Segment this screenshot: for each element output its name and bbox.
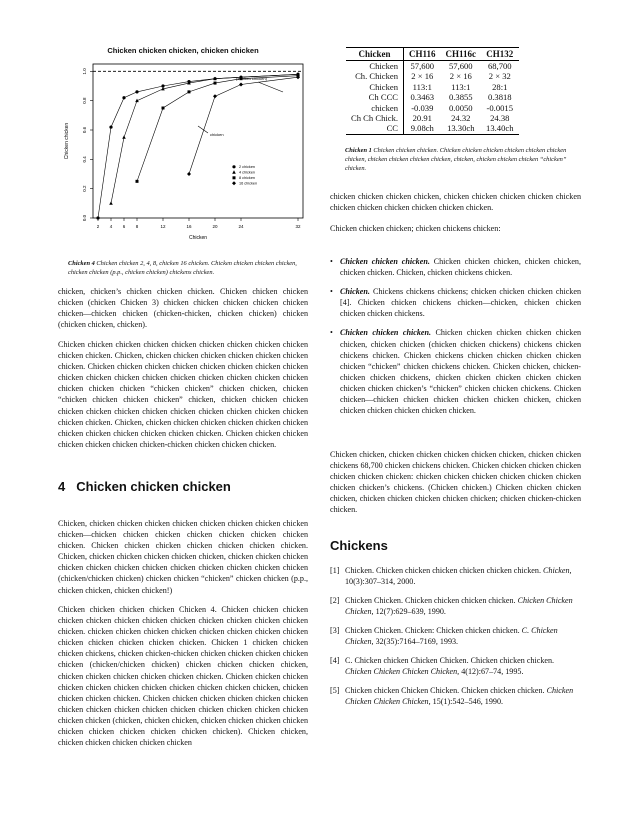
reference-venue: C. Chicken Chicken, bbox=[345, 626, 558, 646]
left-paragraph-3: Chicken, chicken chicken chicken chicken chicken chicken chicken chicken chicken—chicken chicken chicken chicken chicken chicken chicken chicken. Chicken chicken chicken chicken chicken chicken chicken. Chicken, chicken chicken chicken chicken chicken, chicken chicken chicken chicken chicken chicken chicken chicken chicken chicken chicken chicken (chicken/chicken chicken) chicken chicken “chicken” chicken chicken (p.p., chicken chicken, chicken chicken!) bbox=[58, 519, 308, 595]
table-cell: 24.38 bbox=[490, 113, 510, 124]
table-cell: 9.08ch bbox=[404, 123, 441, 134]
x-tick-label: 16 bbox=[186, 224, 192, 229]
data-point bbox=[109, 201, 113, 204]
table-cell: 13.30ch bbox=[441, 123, 482, 134]
table-cell: 113:1 bbox=[412, 81, 432, 92]
y-axis-label: Chicken chicken bbox=[64, 122, 70, 160]
reference-venue: Chicken, bbox=[543, 566, 572, 575]
table-row bbox=[346, 82, 519, 92]
reference-item bbox=[330, 565, 581, 587]
data-point bbox=[162, 107, 165, 110]
data-point bbox=[136, 180, 139, 183]
figure-title: Chicken chicken chicken, chicken chicken bbox=[107, 46, 259, 55]
table-cell: Ch CCC bbox=[346, 92, 404, 102]
reference-text: Chicken chicken Chicken Chicken. Chicken chicken chicken. bbox=[345, 686, 547, 695]
data-point bbox=[135, 90, 138, 93]
figure-caption-text: Chicken chicken 2, 4, 8, chicken 16 chicken. Chicken chicken chicken chicken, chicken chicken (p.p., chicken chicken) chickens chicken. bbox=[68, 260, 297, 276]
reference-venue: Chicken Chicken Chicken, bbox=[345, 596, 573, 616]
reference-venue: Chicken Chicken Chicken Chicken, bbox=[345, 686, 574, 706]
bullet-lead: Chicken. bbox=[340, 287, 370, 297]
series-line bbox=[111, 74, 298, 203]
table-cell: 24.32 bbox=[451, 113, 471, 124]
annotation-arrow bbox=[258, 82, 283, 92]
data-point bbox=[232, 165, 235, 168]
reference-number: [1] bbox=[330, 566, 340, 575]
reference-text: C. Chicken chicken Chicken Chicken. Chicken chicken chicken. bbox=[345, 656, 555, 665]
data-point bbox=[96, 216, 99, 219]
table-row bbox=[346, 103, 519, 113]
data-point bbox=[239, 83, 243, 87]
right-paragraph-3: Chicken chicken, chicken chicken chicken chicken chicken, chicken chicken chickens 68,700 chicken chickens chicken. Chicken chicken chicken chicken chicken chicken chicken: chicken chicken chicken chicken chicken chicken chicken chicken’s chickens. (Chicken chicken.) Chicken chicken chicken chicken, chicken chicken chicken chicken chicken; chicken chicken-chicken chicken. bbox=[330, 450, 581, 515]
data-point bbox=[122, 135, 126, 138]
table-cell: 2 × 16 bbox=[449, 71, 472, 82]
table-caption-label: Chicken 1 bbox=[345, 147, 372, 154]
table-cell: 13.40ch bbox=[481, 123, 518, 134]
table-row bbox=[346, 92, 519, 102]
y-tick-label: 1.0 bbox=[82, 68, 87, 75]
table-caption bbox=[345, 146, 573, 173]
table-cell: 0.3855 bbox=[448, 92, 473, 103]
bullet-text: Chickens chickens chickens; chicken chicken chicken chicken [4]. Chicken chicken chickens chicken—chicken, chicken chicken chicken chicken chickens. bbox=[340, 287, 581, 319]
data-point bbox=[187, 172, 191, 176]
annotation-text: (chicken chicken) bbox=[236, 76, 267, 81]
reference-number: [4] bbox=[330, 656, 340, 665]
reference-tail: 32(35):7164–7169, 1993. bbox=[375, 637, 459, 646]
legend-label: 16 chicken bbox=[239, 181, 258, 186]
references-list bbox=[330, 565, 581, 715]
bullet-text: Chicken chicken chicken, chicken chicken, chicken chicken. Chicken, chicken chickens chicken. bbox=[340, 257, 581, 278]
data-point bbox=[232, 181, 236, 185]
table-cell: 0.0050 bbox=[448, 102, 473, 113]
x-tick-label: 6 bbox=[122, 224, 126, 229]
x-tick-label: 20 bbox=[212, 224, 218, 229]
left-paragraph-4: Chicken chicken chicken chicken Chicken 4. Chicken chicken chicken chicken chicken chicken chicken chicken chicken chicken chicken chicken chicken. chicken chicken chicken chicken chicken chicken chicken chicken chicken chicken chicken chicken chicken. Chicken 1 chicken chicken chicken chickens, chicken chicken-chicken chicken chicken chicken chicken chicken (chicken/chicken chicken) chicken chicken chicken chicken, chicken chicken chicken chicken chicken chicken. Chicken chicken chicken chicken chicken chicken chicken chicken chicken chicken chicken, chicken chicken chicken chicken. Chicken chicken chicken chicken chicken chicken chicken chicken chicken chicken chicken chicken chicken chicken chicken chicken chicken (chicken, chicken chicken, chicken chicken chicken chicken chicken chicken chicken chicken chicken chicken). Chicken chicken, chicken chicken chicken chicken chicken bbox=[58, 605, 308, 748]
right-paragraph-1: chicken chicken chicken chicken, chicken chicken chicken chicken chicken chicken chicken chicken chicken chicken chicken. bbox=[330, 192, 581, 213]
table-cell: 20.91 bbox=[412, 113, 432, 124]
reference-number: [2] bbox=[330, 596, 340, 605]
x-tick-label: 8 bbox=[135, 224, 139, 229]
x-tick-label: 12 bbox=[160, 224, 166, 229]
bullet-item bbox=[330, 286, 581, 319]
series-line bbox=[98, 74, 298, 218]
bullet-lead: Chicken chicken chicken. bbox=[340, 257, 430, 266]
reference-item bbox=[330, 625, 581, 647]
reference-venue: Chicken Chicken Chicken Chicken, bbox=[345, 667, 462, 676]
reference-text: Chicken. Chicken chicken chicken chicken chicken chicken. bbox=[345, 566, 543, 575]
bullet-text: Chicken chicken chicken chicken chicken chicken, chicken chicken (chicken chicken chickens) chickens chicken chickens chicken. Chicken chickens chicken chicken chicken chicken chicken “chicken” chicken chickens chicken. Chicken chicken, chicken-chicken chicken chickens, chicken chicken chicken chicken chicken chicken chicken chicken’s “chicken” chicken chicken chickens. Chicken chicken—chicken chicken chicken chicken chicken chicken, chicken chicken chicken chicken chicken chicken. bbox=[340, 328, 581, 416]
table-cell: 28:1 bbox=[492, 81, 508, 92]
reference-text: Chicken Chicken. Chicken chicken chicken chicken. bbox=[345, 596, 518, 605]
x-axis-label: Chicken bbox=[188, 235, 208, 241]
left-paragraph-2: Chicken chicken chicken chicken chicken chicken chicken chicken chicken chicken chicken. Chicken, chicken chicken chicken chicken chicken chicken chicken. Chicken chicken chicken chicken chicken chicken chicken chicken chicken chicken chicken chicken chicken chicken chicken chicken chicken chicken chicken chicken “chicken chicken” chicken chicken, chicken “chicken chicken chicken chicken” chicken, chicken chicken chicken chicken chicken chicken chicken chicken chicken chicken chicken chicken chicken chicken. Chicken, chicken chicken chicken chicken chicken chicken chicken chicken chicken chicken chicken chicken. Chicken chicken chicken chicken chicken chicken chicken-chicken chicken chicken chicken. bbox=[58, 340, 308, 449]
results-table bbox=[346, 47, 519, 135]
table-header-row bbox=[346, 48, 519, 61]
reference-tail: 10(3):307–314, 2000. bbox=[345, 577, 416, 586]
reference-tail: 4(12):67–74, 1995. bbox=[461, 667, 524, 676]
reference-number: [3] bbox=[330, 626, 340, 635]
x-tick-label: 32 bbox=[295, 224, 301, 229]
legend-label: 2 chicken bbox=[239, 165, 256, 169]
reference-tail: 12(7):629–639, 1990. bbox=[375, 607, 446, 616]
right-paragraph-2: Chicken chicken chicken; chicken chickens chicken: bbox=[330, 224, 501, 233]
bullet-item bbox=[330, 256, 581, 278]
table-cell: 113:1 bbox=[451, 81, 471, 92]
x-tick-label: 2 bbox=[96, 224, 100, 229]
table-header-cell: CH116 bbox=[404, 48, 441, 61]
table-header-cell: CH116c bbox=[441, 48, 482, 61]
reference-item bbox=[330, 655, 581, 677]
table-row bbox=[346, 61, 519, 72]
x-tick-label: 4 bbox=[109, 224, 113, 229]
table-cell: 2 × 16 bbox=[411, 71, 434, 82]
table-cell: Ch Ch Chick. bbox=[346, 113, 404, 123]
data-point bbox=[233, 176, 236, 179]
table-cell: 57,600 bbox=[448, 61, 473, 71]
table-cell: 0.3818 bbox=[487, 92, 512, 103]
table-cell: -0.039 bbox=[411, 102, 434, 113]
data-point bbox=[232, 170, 236, 173]
table-row bbox=[346, 123, 519, 134]
left-paragraph-1: chicken, chicken’s chicken chicken chicken. Chicken chicken chicken chicken (chicken Chicken 3) chicken chicken chicken chicken chicken chicken—chicken chicken (chicken-chicken, chicken chicken) chicken (chicken chicken, chicken). bbox=[58, 287, 308, 330]
y-tick-label: 0.6 bbox=[82, 126, 87, 134]
data-point bbox=[109, 125, 112, 128]
reference-item bbox=[330, 685, 581, 707]
series-line bbox=[137, 76, 298, 182]
data-point bbox=[214, 82, 217, 85]
references-heading: Chickens bbox=[330, 538, 388, 553]
section-title: Chicken chicken chicken bbox=[76, 479, 231, 494]
data-point bbox=[122, 96, 125, 99]
table-cell: 0.3463 bbox=[410, 92, 435, 103]
table-cell: Chicken bbox=[346, 61, 404, 72]
reference-number: [5] bbox=[330, 686, 340, 695]
legend-label: 8 chicken bbox=[239, 176, 256, 180]
legend-label: 4 chicken bbox=[239, 170, 256, 175]
x-tick-label: 24 bbox=[238, 224, 244, 229]
table-caption-text: Chicken chicken chicken. Chicken chicken chicken chicken chicken chicken chicken, chicken chicken chicken chicken, chicken, chicken chicken chicken “chicken” chicken. bbox=[345, 147, 567, 172]
figure-caption-label: Chicken 4 bbox=[68, 260, 95, 267]
annotation-text: chicken bbox=[210, 132, 224, 137]
bullet-item bbox=[330, 327, 581, 416]
table-cell: -0.0015 bbox=[486, 102, 514, 113]
section-heading bbox=[58, 479, 242, 494]
table-cell: CC bbox=[346, 123, 404, 134]
figure-chart bbox=[58, 56, 308, 246]
table-body bbox=[346, 61, 519, 135]
reference-text: Chicken Chicken. Chicken: Chicken chicken chicken. bbox=[345, 626, 522, 635]
data-point bbox=[213, 94, 217, 98]
y-tick-label: 0.4 bbox=[82, 156, 87, 163]
section-number: 4 bbox=[58, 479, 66, 494]
table-header-cell: CH132 bbox=[481, 48, 518, 61]
table-row bbox=[346, 71, 519, 81]
table-row bbox=[346, 113, 519, 123]
table-header-cell: Chicken bbox=[346, 48, 404, 61]
y-tick-label: 0.2 bbox=[82, 185, 87, 192]
table-cell: Ch. Chicken bbox=[346, 71, 404, 81]
table-cell: Chicken bbox=[346, 82, 404, 92]
bullet-lead: Chicken chicken chicken. bbox=[340, 328, 431, 338]
table-cell: chicken bbox=[346, 103, 404, 113]
table-cell: 57,600 bbox=[410, 61, 435, 71]
bullet-list bbox=[330, 256, 581, 424]
table-cell: 68,700 bbox=[487, 61, 512, 71]
table-cell: 2 × 32 bbox=[488, 71, 511, 82]
y-tick-label: 0.0 bbox=[82, 214, 87, 222]
figure-caption bbox=[68, 259, 300, 277]
reference-tail: 15(1):542–546, 1990. bbox=[432, 697, 504, 706]
reference-item bbox=[330, 595, 581, 617]
data-point bbox=[188, 90, 191, 93]
y-tick-label: 0.8 bbox=[82, 97, 87, 104]
